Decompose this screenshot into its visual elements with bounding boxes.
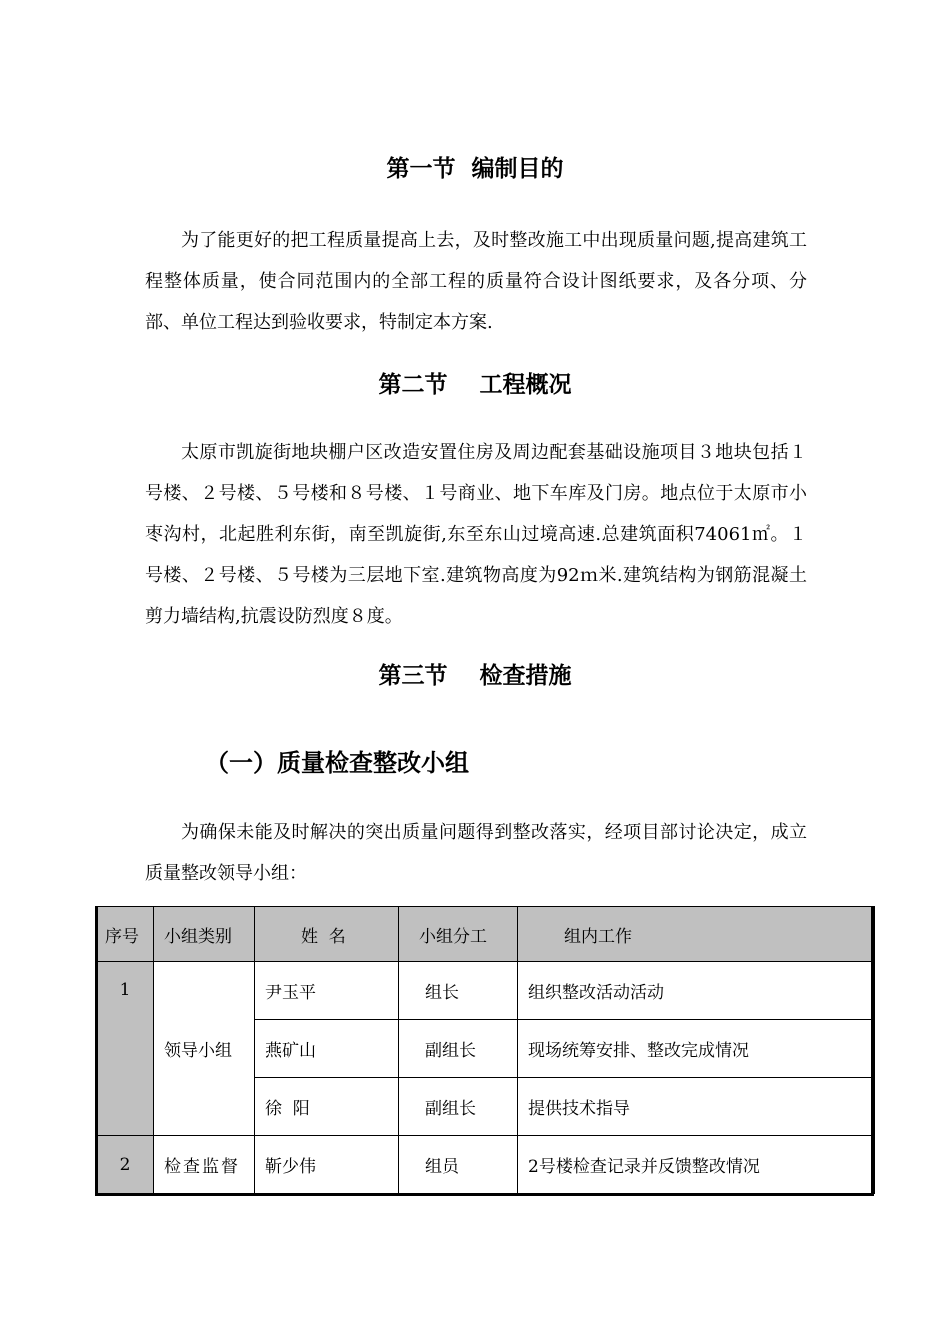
member-name: 靳少伟 (255, 1136, 399, 1194)
row-number-cell (97, 962, 154, 1136)
table-header-row (97, 907, 875, 962)
member-role: 副组长 (399, 1020, 518, 1078)
row-number-cell (97, 1136, 154, 1194)
header-no: 序号 (97, 907, 154, 962)
quality-team-table (96, 906, 875, 1194)
table-row (97, 962, 875, 1020)
member-work: 提供技术指导 (518, 1078, 875, 1136)
header-name: 姓 名 (255, 907, 399, 962)
subsection-1-title: （一）质量检查整改小组 (205, 749, 469, 777)
section-2-paragraph: 太原市凯旋街地块棚户区改造安置住房及周边配套基础设施项目３地块包括１号楼、２号楼、５号楼和８号楼、１号商业、地下车库及门房。地点位于太原市小枣沟村，北起胜利东街，南至凯旋街,东至东山过境高速.总建筑面积74061㎡。１号楼、２号楼、５号楼为三层地下室.建筑物高度为92ｍ米.建筑结构为钢筋混凝土剪力墙结构,抗震设防烈度８度。 (145, 442, 807, 627)
member-role: 组员 (399, 1136, 518, 1194)
category-cell: 检查监督 (154, 1136, 255, 1194)
member-role: 组长 (399, 962, 518, 1020)
row-number: 2 (119, 1154, 131, 1175)
member-name: 尹玉平 (255, 962, 399, 1020)
member-work: 2号楼检查记录并反馈整改情况 (518, 1136, 875, 1194)
member-work: 现场统筹安排、整改完成情况 (518, 1020, 875, 1078)
table-row (97, 1136, 875, 1194)
member-name: 燕矿山 (255, 1020, 399, 1078)
table-border-bottom (95, 1193, 874, 1196)
section-1-paragraph: 为了能更好的把工程质量提高上去，及时整改施工中出现质量问题,提高建筑工程整体质量，使合同范围内的全部工程的质量符合设计图纸要求，及各分项、分部、单位工程达到验收要求，特制定本方案. (145, 230, 807, 333)
section-2-title: 第二节 工程概况 (378, 372, 572, 398)
header-work: 组内工作 (518, 907, 875, 962)
member-work: 组织整改活动活动 (518, 962, 875, 1020)
table-border-right (871, 906, 874, 1195)
category-cell: 领导小组 (154, 962, 255, 1136)
member-role: 副组长 (399, 1078, 518, 1136)
table-border-left (95, 906, 98, 1195)
header-role: 小组分工 (399, 907, 518, 962)
section-1-title: 第一节 编制目的 (386, 156, 564, 182)
header-category: 小组类别 (154, 907, 255, 962)
section-3-title: 第三节 检查措施 (378, 663, 572, 689)
subsection-1-paragraph: 为确保未能及时解决的突出质量问题得到整改落实，经项目部讨论决定，成立质量整改领导小组： (145, 822, 807, 884)
row-number: 1 (119, 980, 131, 1000)
member-name: 徐 阳 (255, 1078, 399, 1136)
